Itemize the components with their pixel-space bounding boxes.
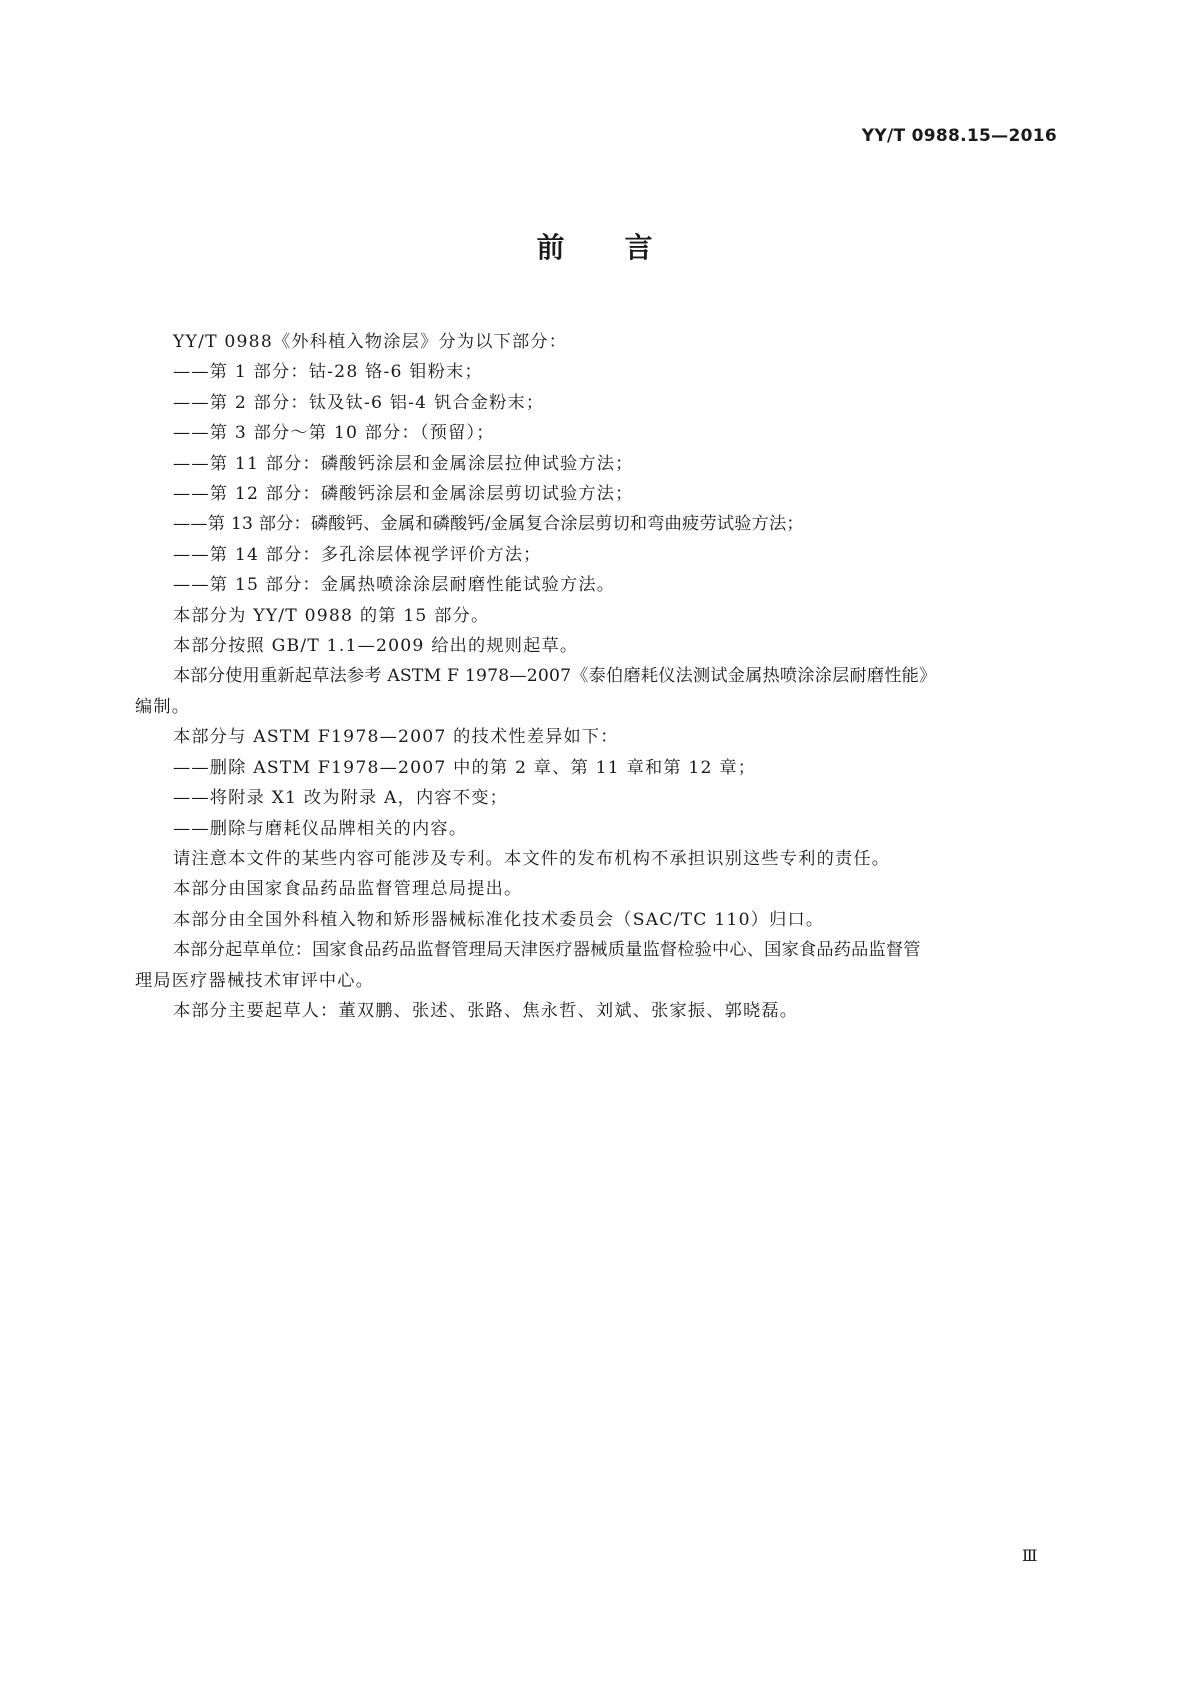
drafters-paragraph: 本部分主要起草人：董双鹏、张述、张路、焦永哲、刘斌、张家振、郭晓磊。: [173, 1000, 799, 1021]
paragraph: 本部分起草单位：国家食品药品监督管理局天津医疗器械质量监督检验中心、国家食品药品监督管: [173, 940, 921, 961]
paragraph-continuation: 理局医疗器械技术审评中心。: [135, 970, 375, 991]
part-list-item: ——第 15 部分：金属热喷涂涂层耐磨性能试验方法。: [173, 575, 616, 596]
paragraph: 本部分按照 GB/T 1.1—2009 给出的规则起草。: [173, 636, 579, 657]
page-number: Ⅲ: [1022, 1546, 1038, 1565]
paragraph: 本部分使用重新起草法参考 ASTM F 1978—2007《泰伯磨耗仪法测试金属热喷涂涂层耐磨性能》: [173, 666, 937, 687]
paragraph: 本部分与 ASTM F1978—2007 的技术性差异如下：: [173, 727, 619, 748]
page-title: [0, 226, 1191, 266]
difference-list-item: ——删除 ASTM F1978—2007 中的第 2 章、第 11 章和第 12 章；: [173, 757, 757, 778]
standard-code: YY/T 0988.15—2016: [861, 126, 1057, 146]
foreword-body: [135, 327, 1060, 1026]
difference-list-item: ——删除与磨耗仪品牌相关的内容。: [173, 818, 468, 839]
part-list-item: ——第 11 部分：磷酸钙涂层和金属涂层拉伸试验方法；: [173, 453, 634, 474]
part-list-item: ——第 13 部分：磷酸钙、金属和磷酸钙/金属复合涂层剪切和弯曲疲劳试验方法；: [173, 514, 804, 535]
part-list-item: ——第 12 部分：磷酸钙涂层和金属涂层剪切试验方法；: [173, 484, 634, 505]
part-list-item: ——第 2 部分：钛及钛-6 铝-4 钒合金粉末；: [173, 392, 545, 413]
difference-list-item: ——将附录 X1 改为附录 A，内容不变；: [173, 788, 508, 809]
title-char-1: 前: [536, 231, 567, 264]
parts-intro: YY/T 0988《外科植入物涂层》分为以下部分：: [173, 332, 568, 352]
part-list-item: ——第 14 部分：多孔涂层体视学评价方法；: [173, 544, 542, 565]
title-char-2: 言: [624, 231, 655, 264]
part-list-item: ——第 3 部分～第 10 部分：（预留）；: [173, 423, 495, 444]
patent-notice: 请注意本文件的某些内容可能涉及专利。本文件的发布机构不承担识别这些专利的责任。: [173, 848, 891, 869]
paragraph: 本部分为 YY/T 0988 的第 15 部分。: [173, 605, 490, 626]
paragraph: 本部分由国家食品药品监督管理总局提出。: [173, 879, 523, 900]
part-list-item: ——第 1 部分：钴-28 铬-6 钼粉末；: [173, 362, 483, 383]
paragraph: 本部分由全国外科植入物和矫形器械标准化技术委员会（SAC/TC 110）归口。: [173, 909, 825, 930]
paragraph-continuation: 编制。: [135, 696, 191, 717]
